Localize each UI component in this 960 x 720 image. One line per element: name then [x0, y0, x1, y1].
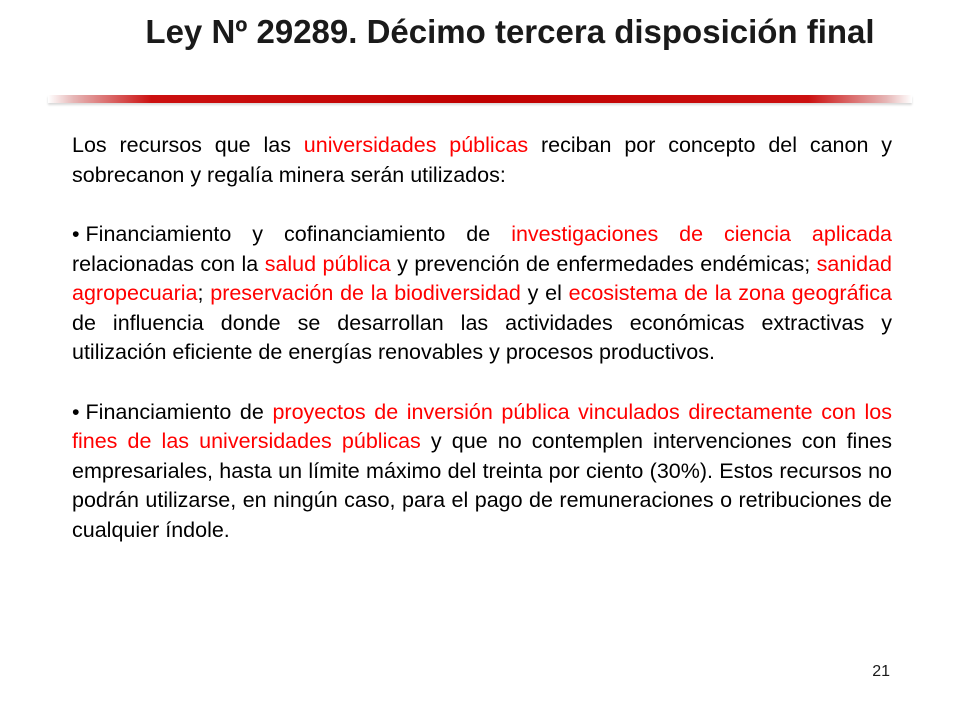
bullet-text: Financiamiento de — [85, 399, 273, 424]
bullet-text: y que no contemplen intervenciones con fines empresariales, hasta un límite máximo del treinta por ciento (30%). Estos recursos no podrán utilizarse, en ningún caso, para el pago de remuneraciones o retribuciones de cualquier índole. — [72, 429, 892, 542]
paragraph-spacer — [72, 368, 892, 398]
paragraph-spacer — [72, 190, 892, 220]
bullet-text: Financiamiento y cofinanciamiento de — [85, 222, 512, 246]
highlight-text: investigaciones de ciencia aplicada — [511, 222, 893, 246]
bullet-text: de influencia donde se desarrollan las actividades económicas extractivas y utilización eficiente de energías renovables y procesos productivos. — [72, 310, 892, 364]
slide-title: Ley Nº 29289. Décimo tercera disposición final — [145, 13, 875, 50]
highlight-text: preservación de la biodiversidad — [210, 281, 521, 305]
bullet-text: y prevención de enfermedades endémicas; — [390, 251, 817, 276]
highlight-text: proyectos de inversión pública vinculados directamente con los fines de las universidades públicas — [72, 399, 892, 453]
bullet-item — [72, 220, 892, 368]
slide-body — [72, 131, 892, 545]
bullet-icon: • — [72, 399, 80, 424]
bullet-text: y el — [520, 281, 569, 305]
bullet-icon: • — [72, 222, 80, 246]
bullet-item — [72, 398, 892, 546]
intro-paragraph — [72, 131, 892, 190]
highlight-text: universidades públicas — [303, 133, 529, 157]
bullet-text: relacionadas con la — [72, 251, 265, 276]
highlight-text: sanidad agropecuaria — [72, 251, 892, 305]
highlight-text: salud pública — [264, 251, 391, 276]
bullet-text: ; — [197, 281, 211, 305]
title-divider — [48, 95, 912, 103]
highlight-text: ecosistema de la zona geográfica — [568, 281, 892, 305]
intro-text: reciban por concepto del canon y sobrecanon y regalía minera serán utilizados: — [72, 133, 892, 187]
slide-number: 21 — [872, 663, 890, 680]
intro-text: Los recursos que las — [72, 133, 304, 157]
